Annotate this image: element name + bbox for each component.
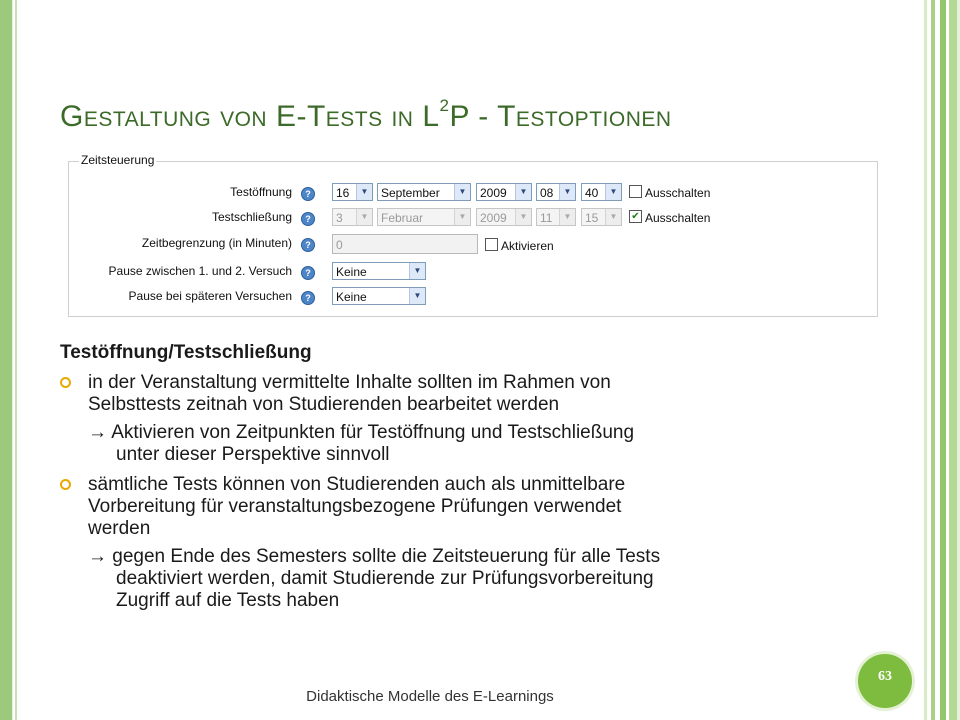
open-disable-label: Ausschalten — [645, 186, 711, 200]
close-month-select[interactable]: Februar ▼ — [377, 208, 471, 226]
open-minute-select[interactable]: 40 ▼ — [581, 183, 622, 201]
help-icon[interactable]: ? — [301, 187, 315, 201]
close-disable-label: Ausschalten — [645, 211, 711, 225]
timelimit-enable-checkbox[interactable] — [485, 238, 498, 251]
slide-title: Gestaltung von E-Tests in $L^2P$ - Testoptionen — [60, 96, 672, 133]
chevron-down-icon: ▼ — [356, 209, 372, 225]
pause-first-select[interactable]: Keine ▼ — [332, 262, 426, 280]
chevron-down-icon: ▼ — [515, 184, 531, 200]
help-icon[interactable]: ? — [301, 238, 315, 252]
label-zeitbegrenzung: Zeitbegrenzung (in Minuten) — [141, 236, 292, 250]
close-minute-select[interactable]: 15 ▼ — [581, 208, 622, 226]
bullet-icon — [60, 377, 71, 388]
open-disable-checkbox[interactable] — [629, 185, 642, 198]
help-icon[interactable]: ? — [301, 266, 315, 280]
sub-item: → gegen Ende des Semesters sollte die Zeitsteuerung für alle Tests deaktiviert werden, damit Studierende zur Prüfungsvorbereitung Zugriff auf die Tests haben — [88, 546, 661, 611]
label-testoeffnung: Testöffnung — [230, 185, 292, 199]
close-day-select[interactable]: 3 ▼ — [332, 208, 373, 226]
close-disable-checkbox[interactable]: ✔ — [629, 210, 642, 223]
sub-item: → Aktivieren von Zeitpunkten für Testöffnung und Testschließung unter dieser Perspektive sinnvoll — [88, 422, 635, 465]
row-zeitbegrenzung — [69, 233, 877, 255]
slide-footer: Didaktische Modelle des E-Learnings — [306, 688, 554, 705]
help-icon[interactable]: ? — [301, 212, 315, 226]
slide-body — [60, 342, 840, 620]
right-frame-bars — [924, 0, 960, 720]
left-frame-line — [15, 0, 17, 720]
chevron-down-icon: ▼ — [559, 209, 575, 225]
open-month-select[interactable]: September ▼ — [377, 183, 471, 201]
fieldset-legend: Zeitsteuerung — [81, 153, 155, 167]
row-testoeffnung — [69, 182, 877, 204]
timelimit-input[interactable]: 0 — [332, 234, 478, 254]
chevron-down-icon: ▼ — [515, 209, 531, 225]
timelimit-enable-label: Aktivieren — [501, 239, 554, 253]
label-testschliessung: Testschließung — [211, 210, 292, 224]
bullet-item: in der Veranstaltung vermittelte Inhalte sollten im Rahmen von Selbsttests zeitnah von Studierenden bearbeitet werden — [60, 372, 840, 416]
label-pause-later: Pause bei späteren Versuchen — [128, 289, 292, 303]
close-hour-select[interactable]: 11 ▼ — [536, 208, 576, 226]
chevron-down-icon: ▼ — [559, 184, 575, 200]
chevron-down-icon: ▼ — [356, 184, 372, 200]
chevron-down-icon: ▼ — [409, 263, 425, 279]
open-day-select[interactable]: 16 ▼ — [332, 183, 373, 201]
bullet-icon — [60, 479, 71, 490]
chevron-down-icon: ▼ — [454, 209, 470, 225]
open-hour-select[interactable]: 08 ▼ — [536, 183, 576, 201]
open-year-select[interactable]: 2009 ▼ — [476, 183, 532, 201]
chevron-down-icon: ▼ — [605, 209, 621, 225]
zeitsteuerung-fieldset — [68, 153, 878, 317]
label-pause-first: Pause zwischen 1. und 2. Versuch — [108, 264, 292, 278]
row-pause-first — [69, 261, 877, 283]
row-pause-later — [69, 286, 877, 308]
close-year-select[interactable]: 2009 ▼ — [476, 208, 532, 226]
page-number-badge: 63 — [858, 654, 912, 708]
help-icon[interactable]: ? — [301, 291, 315, 305]
row-testschliessung — [69, 207, 877, 229]
section-heading: Testöffnung/Testschließung — [60, 342, 312, 363]
pause-later-select[interactable]: Keine ▼ — [332, 287, 426, 305]
chevron-down-icon: ▼ — [409, 288, 425, 304]
chevron-down-icon: ▼ — [454, 184, 470, 200]
left-frame-bar — [0, 0, 13, 720]
bullet-item: sämtliche Tests können von Studierenden auch als unmittelbare Vorbereitung für veranstaltungsbezogene Prüfungen verwendet werden — [60, 474, 840, 540]
chevron-down-icon: ▼ — [605, 184, 621, 200]
